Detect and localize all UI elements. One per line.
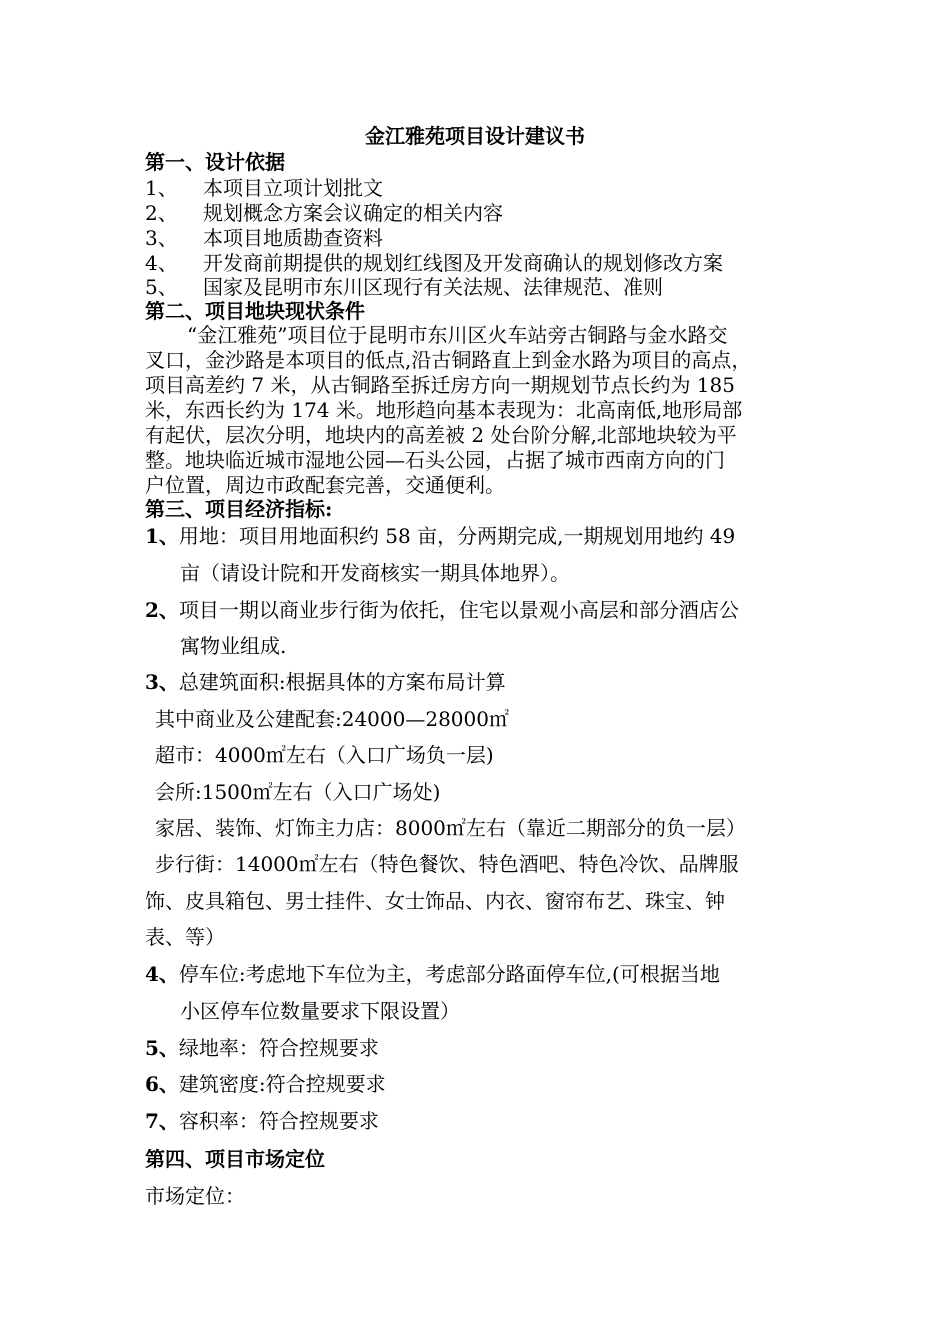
sub-item: 其中商业及公建配套:24000—28000㎡ — [155, 707, 509, 731]
indicator-item — [145, 524, 735, 548]
sub-item: 家居、装饰、灯饰主力店：8000㎡左右（靠近二期部分的负一层） — [155, 816, 746, 840]
paragraph-line: 整。地块临近城市湿地公园—石头公园，占据了城市西南方向的门 — [145, 448, 725, 472]
item-text: 用地：项目用地面积约 58 亩，分两期完成,一期规划用地约 49 — [178, 524, 736, 548]
paragraph-line: 叉口，金沙路是本项目的低点,沿古铜路直上到金水路为项目的高点， — [145, 348, 752, 372]
item-number: 6、 — [145, 1072, 179, 1096]
list-item-text: 规划概念方案会议确定的相关内容 — [203, 201, 503, 225]
item-text: 项目一期以商业步行街为依托，住宅以景观小高层和部分酒店公 — [178, 598, 739, 622]
paragraph-line: 户位置，周边市政配套完善，交通便利。 — [145, 473, 505, 497]
list-item — [145, 226, 383, 250]
item-number: 3、 — [145, 670, 179, 694]
sub-item: 会所:1500㎡左右（入口广场处) — [155, 780, 441, 804]
sub-item: 步行街：14000㎡左右（特色餐饮、特色酒吧、特色冷饮、品牌服 — [155, 852, 739, 876]
item-number: 5、 — [145, 1036, 179, 1060]
indicator-item — [145, 1109, 379, 1133]
list-item-text: 开发商前期提供的规划红线图及开发商确认的规划修改方案 — [203, 251, 723, 275]
list-item — [145, 201, 503, 225]
paragraph-line: “金江雅苑”项目位于昆明市东川区火车站旁古铜路与金水路交 — [187, 323, 728, 347]
item-text-continuation: 寓物业组成. — [180, 634, 287, 658]
item-number: 1、 — [145, 524, 179, 548]
list-item-number: 3、 — [145, 226, 178, 250]
item-text-continuation: 亩（请设计院和开发商核实一期具体地界）。 — [180, 561, 570, 585]
paragraph-line: 项目高差约 7 米，从古铜路至拆迁房方向一期规划节点长约为 185 — [145, 373, 735, 397]
item-number: 7、 — [145, 1109, 179, 1133]
document-title: 金江雅苑项目设计建议书 — [365, 124, 585, 148]
section-1-heading: 第一、设计依据 — [145, 150, 285, 174]
item-text: 绿地率：符合控规要求 — [178, 1036, 379, 1060]
list-item — [145, 275, 663, 299]
item-number: 2、 — [145, 598, 179, 622]
list-item-text: 国家及昆明市东川区现行有关法规、法律规范、准则 — [203, 275, 663, 299]
sub-item: 超市：4000㎡左右（入口广场负一层) — [155, 743, 494, 767]
list-item-text: 本项目地质勘查资料 — [203, 226, 383, 250]
item-text: 停车位:考虑地下车位为主，考虑部分路面停车位,(可根据当地 — [178, 962, 720, 986]
indicator-item — [145, 670, 506, 694]
list-item-number: 5、 — [145, 275, 178, 299]
paragraph-line: 有起伏，层次分明，地块内的高差被 2 处台阶分解,北部地块较为平 — [145, 423, 737, 447]
item-text-continuation: 小区停车位数量要求下限设置） — [180, 999, 460, 1023]
list-item-number: 2、 — [145, 201, 178, 225]
list-item-number: 4、 — [145, 251, 178, 275]
section-3-heading: 第三、项目经济指标: — [145, 497, 333, 521]
paragraph-line: 市场定位： — [145, 1184, 245, 1208]
list-item-number: 1、 — [145, 176, 178, 200]
indicator-item — [145, 1072, 386, 1096]
indicator-item — [145, 598, 739, 622]
paragraph-line: 米，东西长约为 174 米。地形趋向基本表现为：北高南低,地形局部 — [145, 398, 743, 422]
section-2-heading: 第二、项目地块现状条件 — [145, 299, 365, 323]
indicator-item — [145, 1036, 379, 1060]
item-text: 容积率：符合控规要求 — [178, 1109, 379, 1133]
sub-item-continuation: 饰、皮具箱包、男士挂件、女士饰品、内衣、窗帘布艺、珠宝、钟 — [145, 889, 725, 913]
indicator-item — [145, 962, 720, 986]
item-number: 4、 — [145, 962, 179, 986]
list-item — [145, 251, 723, 275]
item-text: 建筑密度:符合控规要求 — [178, 1072, 386, 1096]
list-item-text: 本项目立项计划批文 — [203, 176, 383, 200]
section-4-heading: 第四、项目市场定位 — [145, 1147, 325, 1171]
item-text: 总建筑面积:根据具体的方案布局计算 — [178, 670, 506, 694]
sub-item-continuation: 表、等） — [145, 925, 225, 949]
list-item — [145, 176, 383, 200]
